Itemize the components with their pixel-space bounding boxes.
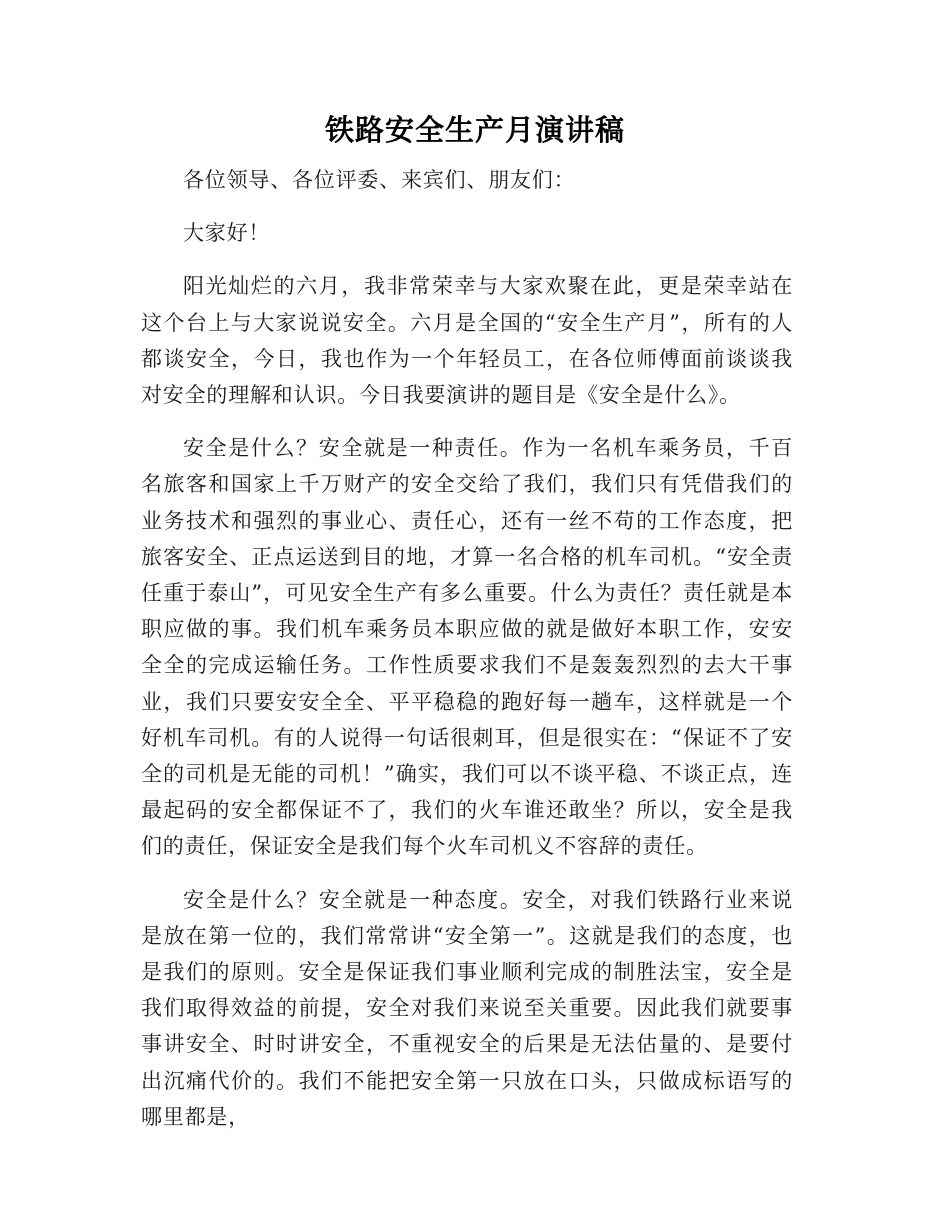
salutation-paragraph: 各位领导、各位评委、来宾们、朋友们：	[183, 168, 576, 192]
greeting-paragraph: 大家好！	[183, 221, 271, 246]
attitude-paragraph: 安全是什么？安全就是一种态度。安全，对我们铁路行业来说是放在第一位的，我们常常讲“安全第一”。这就是我们的态度，也是我们的原则。安全是保证我们事业顺利完成的制胜法宝，安全是我们取得效益的前提，安全对我们来说至关重要。因此我们就要事事讲安全、时时讲安全，不重视安全的后果是无法估量的、是要付出沉痛代价的。我们不能把安全第一只放在口头，只做成标语写的哪里都是，	[141, 887, 793, 1129]
intro-paragraph: 阳光灿烂的六月，我非常荣幸与大家欢聚在此，更是荣幸站在这个台上与大家说说安全。六月是全国的“安全生产月”，所有的人都谈安全，今日，我也作为一个年轻员工，在各位师傅面前谈谈我对安全的理解和认识。今日我要演讲的题目是《安全是什么》。	[141, 274, 793, 408]
document-title: 铁路安全生产月演讲稿	[324, 113, 625, 147]
document-body	[141, 162, 793, 1152]
responsibility-paragraph: 安全是什么？安全就是一种责任。作为一名机车乘务员，千百名旅客和国家上千万财产的安全交给了我们，我们只有凭借我们的业务技术和强烈的事业心、责任心，还有一丝不苟的工作态度，把旅客安全、正点运送到目的地，才算一名合格的机车司机。“安全责任重于泰山”，可见安全生产有多么重要。什么为责任？责任就是本职应做的事。我们机车乘务员本职应做的就是做好本职工作，安安全全的完成运输任务。工作性质要求我们不是轰轰烈烈的去大干事业，我们只要安安全全、平平稳稳的跑好每一趟车，这样就是一个好机车司机。有的人说得一句话很刺耳，但是很实在：“保证不了安全的司机是无能的司机！”确实，我们可以不谈平稳、不谈正点，连最起码的安全都保证不了，我们的火车谁还敢坐？所以，安全是我们的责任，保证安全是我们每个火车司机义不容辞的责任。	[141, 436, 793, 859]
